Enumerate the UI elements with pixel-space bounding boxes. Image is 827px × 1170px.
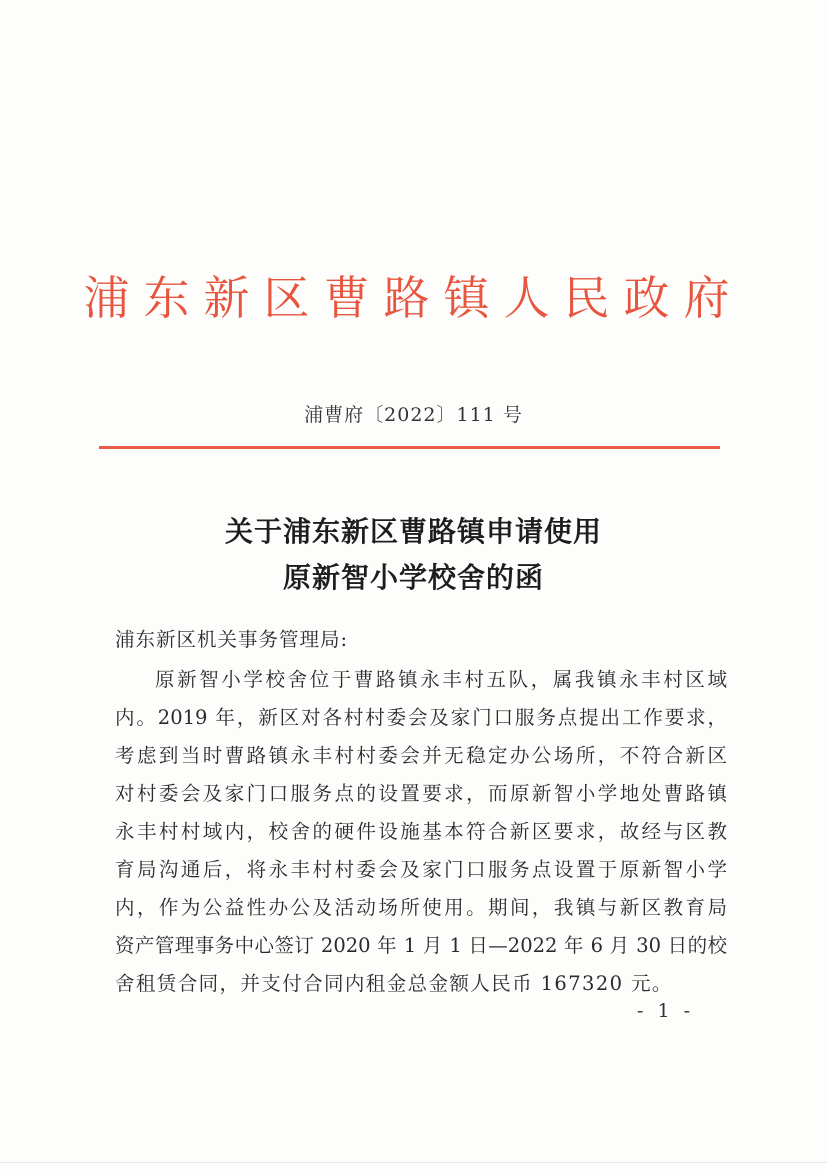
body-line-4: 对村委会及家门口服务点的设置要求，而原新智小学地处曹路镇 [115,782,727,805]
body-line-3: 考虑到当时曹路镇永丰村村委会并无稳定办公场所，不符合新区 [115,744,727,767]
scan-edge-line [0,1162,827,1163]
body-line-1: 原新智小学校舍位于曹路镇永丰村五队，属我镇永丰村区域 [155,668,727,691]
body-line-9: 舍租赁合同，并支付合同内租金总金额人民币 167320 元。 [115,972,673,995]
page-number: - 1 - [637,1000,695,1022]
salutation: 浦东新区机关事务管理局: [115,628,349,651]
body-line-5: 永丰村村域内，校舍的硬件设施基本符合新区要求，故经与区教 [115,820,727,843]
body-line-2: 内。2019 年，新区对各村村委会及家门口服务点提出工作要求， [115,706,727,729]
red-separator-line [99,446,720,449]
document-number: 浦曹府〔2022〕111 号 [304,404,523,426]
body-line-6: 育局沟通后，将永丰村村委会及家门口服务点设置于原新智小学 [115,858,727,881]
issuing-authority-title: 浦东新区曹路镇人民政府 [83,271,744,325]
document-title-line-2: 原新智小学校舍的函 [282,561,544,594]
body-line-8: 资产管理事务中心签订 2020 年 1 月 1 日—2022 年 6 月 30 日的校 [115,934,727,957]
document-title-line-1: 关于浦东新区曹路镇申请使用 [224,515,602,548]
body-line-7: 内，作为公益性办公及活动场所使用。期间，我镇与新区教育局 [115,896,727,919]
